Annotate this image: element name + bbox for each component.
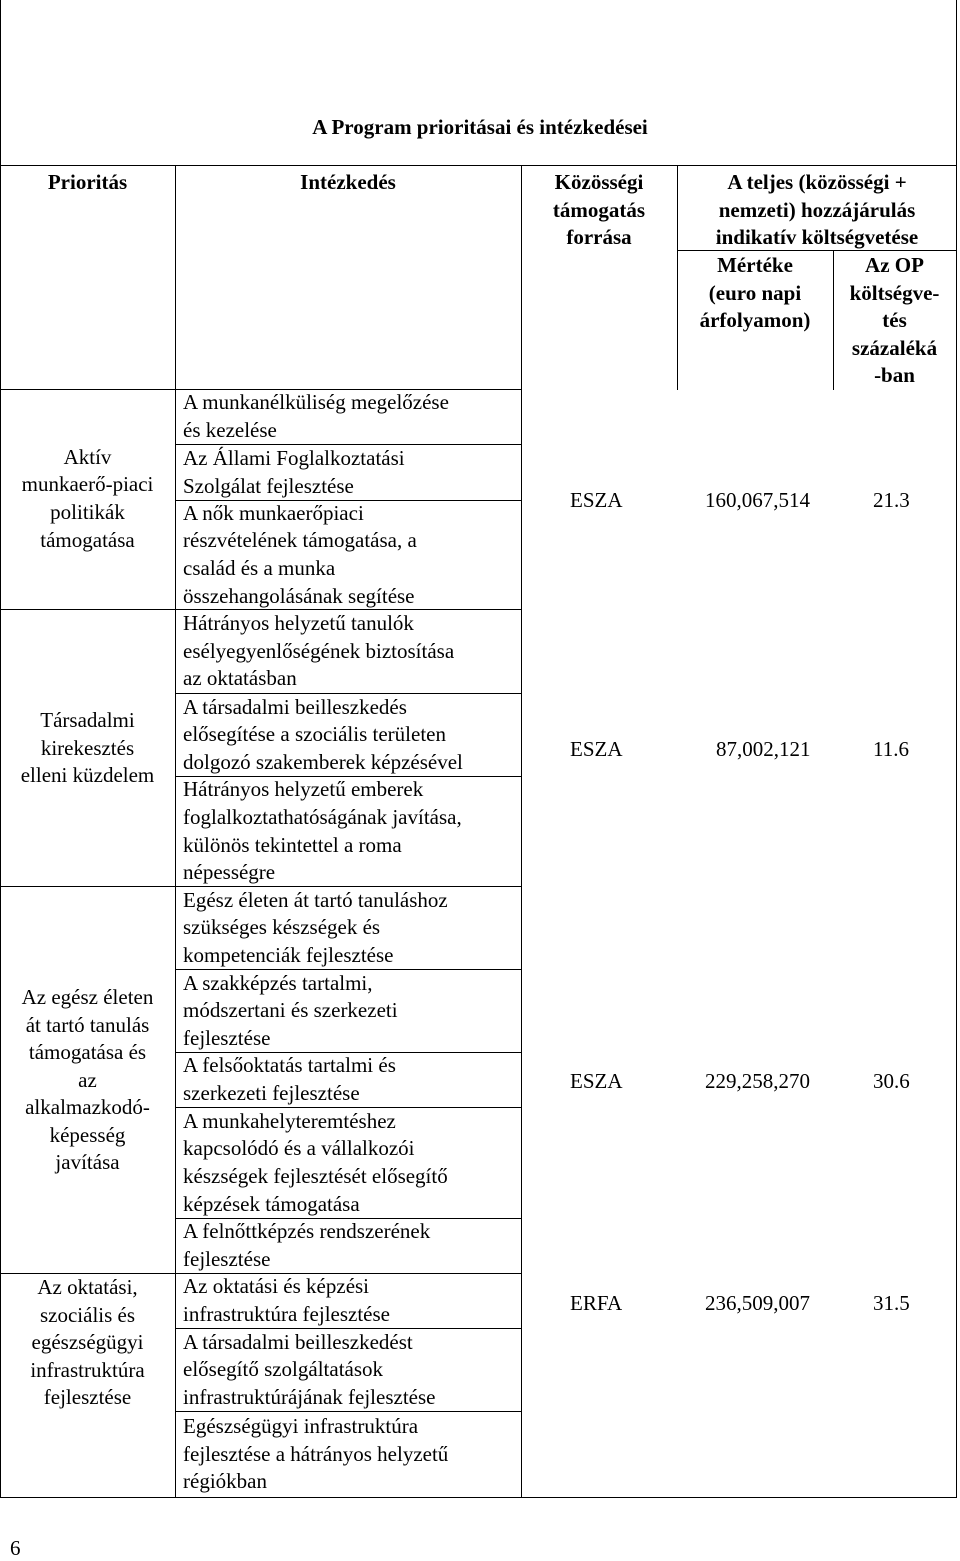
priority-cell: Az oktatási, szociális és egészségügyi infrastruktúra fejlesztése: [30, 1275, 145, 1410]
measure-cell: Az Állami Foglalkoztatási Szolgálat fejlesztése: [183, 445, 405, 498]
table-border-top: [0, 165, 957, 166]
header-source: Közösségi támogatás forrása: [552, 170, 646, 250]
measure-cell: A munkanélküliség megelőzése és kezelése: [183, 390, 449, 442]
measure-cell: A munkahelyteremtéshez kapcsolódó és a vállalkozói készségek fejlesztését elősegítő képzések támogatása: [183, 1108, 448, 1216]
priority-cell: Társadalmi kirekesztés elleni küzdelem: [20, 708, 155, 788]
source-value: ESZA: [570, 737, 623, 762]
percent-value: 21.3: [873, 488, 910, 513]
measure-cell: Hátrányos helyzetű tanulók esélyegyenlőségének biztosítása az oktatásban: [183, 611, 455, 691]
percent-value: 11.6: [873, 737, 909, 762]
source-value: ESZA: [570, 488, 623, 513]
measure-cell: A felsőoktatás tartalmi és szerkezeti fejlesztése: [183, 1053, 396, 1105]
header-total: A teljes (közösségi + nemzeti) hozzájárulás indikatív költségvetése: [715, 170, 919, 250]
measure-cell: Hátrányos helyzetű emberek foglalkoztathatóságának javítása, különös tekintettel a roma népességre: [183, 777, 462, 885]
percent-value: 31.5: [873, 1291, 910, 1316]
priority-cell: Az egész életen át tartó tanulás támogatása és az alkalmazkodó- képesség javítása: [21, 984, 154, 1175]
priority-cell: Aktív munkaerő-piaci politikák támogatása: [21, 444, 154, 552]
measure-cell: Egészségügyi infrastruktúra fejlesztése a hátrányos helyzetű régiókban: [183, 1414, 449, 1494]
measure-cell: A felnőttképzés rendszerének fejlesztése: [183, 1219, 431, 1271]
amount-value: 236,509,007: [705, 1291, 810, 1316]
measure-cell: A társadalmi beilleszkedést elősegítő szolgáltatások infrastruktúrájának fejlesztése: [183, 1329, 436, 1409]
header-priority: Prioritás: [47, 170, 128, 194]
percent-value: 30.6: [873, 1069, 910, 1094]
header-amount: Mértéke (euro napi árfolyamon): [699, 253, 811, 333]
amount-value: 160,067,514: [705, 488, 810, 513]
source-value: ESZA: [570, 1069, 623, 1094]
amount-value: 229,258,270: [705, 1069, 810, 1094]
col-divider-2: [521, 165, 522, 1498]
page-number: 6: [10, 1536, 21, 1560]
measure-cell: A társadalmi beilleszkedés elősegítése a szociális területen dolgozó szakemberek képzésével: [183, 694, 463, 774]
amount-value: 87,002,121: [716, 737, 811, 762]
page-title: A Program prioritásai és intézkedései: [312, 115, 648, 139]
header-measure: Intézkedés: [300, 170, 396, 194]
measure-cell: A nők munkaerőpiaci részvételének támogatása, a család és a munka összehangolásának segítése: [183, 500, 417, 608]
table-border-bottom: [0, 1497, 957, 1498]
measure-cell: Az oktatási és képzési infrastruktúra fejlesztése: [183, 1274, 390, 1326]
header-percent: Az OP költségve- tés százaléká -ban: [849, 253, 940, 388]
table-border-right: [956, 165, 957, 1498]
source-value: ERFA: [570, 1291, 623, 1316]
measure-cell: A szakképzés tartalmi, módszertani és szerkezeti fejlesztése: [183, 970, 398, 1050]
priorities-table: [0, 165, 957, 1498]
measure-cell: Egész életen át tartó tanuláshoz szükséges készségek és kompetenciák fejlesztése: [183, 887, 448, 967]
